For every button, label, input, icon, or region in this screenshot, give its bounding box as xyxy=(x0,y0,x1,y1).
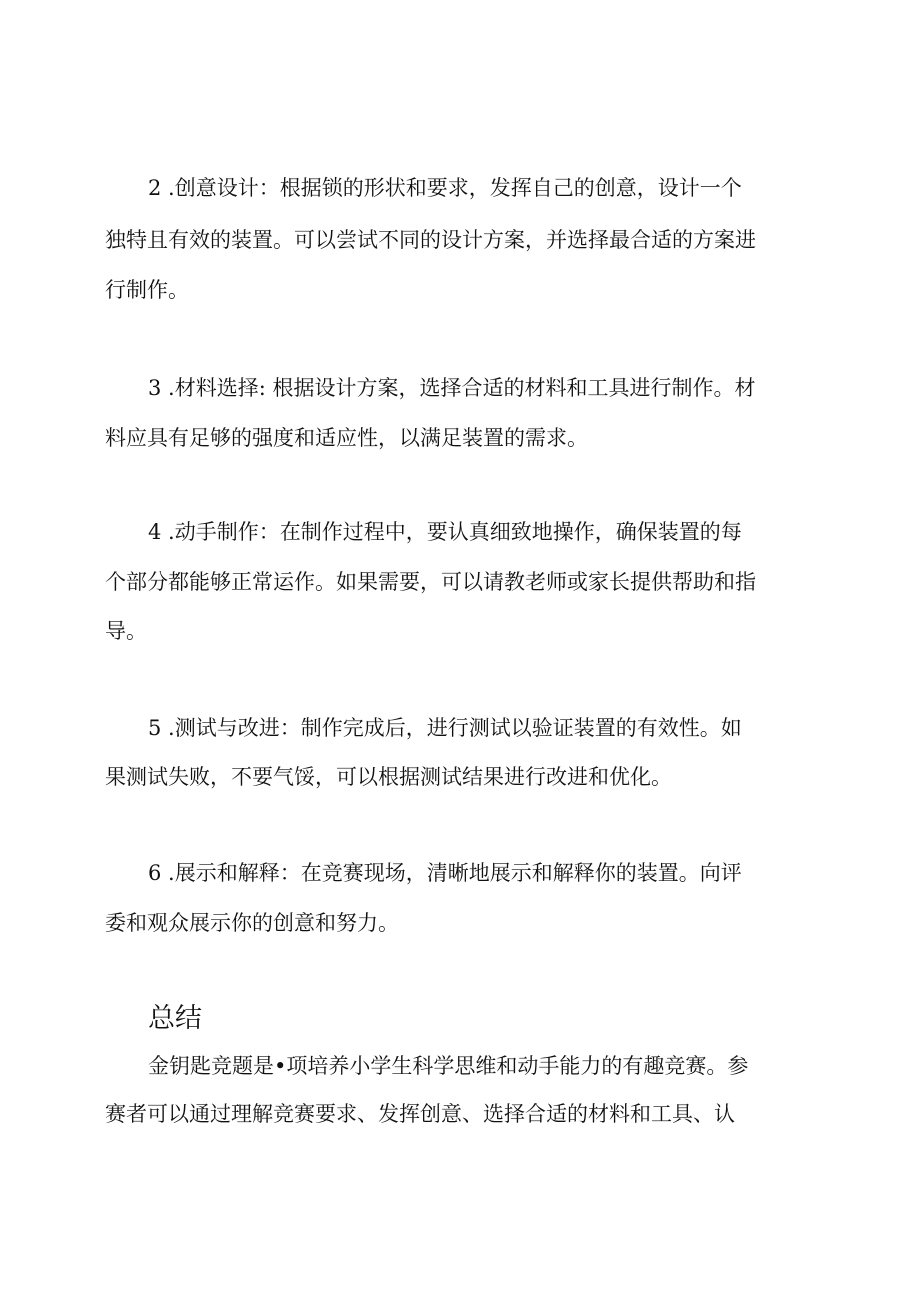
list-item-3-line-1: 3 .材料选择: 根据设计方案，选择合适的材料和工具进行制作。材 xyxy=(148,376,756,400)
list-item-3-line-2: 料应具有足够的强度和适应性，以满足装置的需求。 xyxy=(105,426,588,450)
list-item-4-line-2: 个部分都能够正常运作。如果需要，可以请教老师或家长提供帮助和指 xyxy=(105,570,756,594)
list-item-4-line-3: 导。 xyxy=(105,619,147,643)
summary-heading: 总结 xyxy=(148,1003,202,1034)
list-item-6-line-2: 委和观众展示你的创意和努力。 xyxy=(105,911,399,935)
list-item-2-line-1: 2 .创意设计：根据锁的形状和要求，发挥自己的创意，设计一个 xyxy=(148,176,742,200)
list-item-5-line-2: 果测试失败，不要气馁，可以根据测试结果进行改进和优化。 xyxy=(105,765,672,789)
list-item-5-line-1: 5 .测试与改进：制作完成后，进行测试以验证装置的有效性。如 xyxy=(148,716,742,740)
list-item-6-line-1: 6 .展示和解释：在竞赛现场，清晰地展示和解释你的装置。向评 xyxy=(148,861,742,885)
summary-line-2: 赛者可以通过理解竞赛要求、发挥创意、选择合适的材料和工具、认 xyxy=(105,1102,735,1126)
list-item-2-line-3: 行制作。 xyxy=(105,278,189,302)
list-item-4-line-1: 4 .动手制作：在制作过程中，要认真细致地操作，确保装置的每 xyxy=(148,520,742,544)
summary-line-1: 金钥匙竞题是•项培养小学生科学思维和动手能力的有趣竞赛。参 xyxy=(148,1054,749,1078)
list-item-2-line-2: 独特且有效的装置。可以尝试不同的设计方案，并选择最合适的方案进 xyxy=(105,228,756,252)
